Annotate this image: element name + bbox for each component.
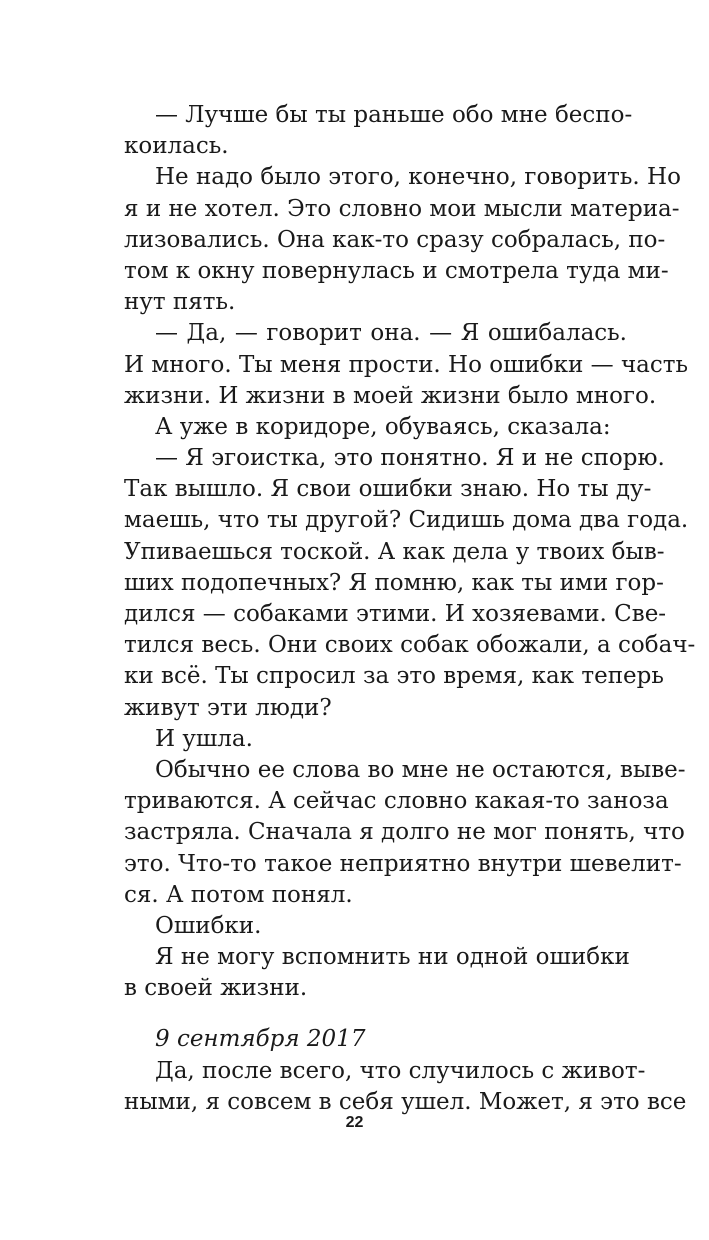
dateline: 9 сентября 2017 <box>155 1026 366 1053</box>
text-line: Упиваешься тоской. А как дела у твоих быв- <box>124 538 665 565</box>
text-line: Так вышло. Я свои ошибки знаю. Но ты ду- <box>124 476 652 503</box>
text-line: я и не хотел. Это словно мои мысли материа- <box>124 195 680 222</box>
body-text <box>124 100 696 1118</box>
text-line: это. Что-то такое неприятно внутри шевелит- <box>124 850 682 877</box>
text-line: И ушла. <box>155 725 253 752</box>
text-line: нут пять. <box>124 289 236 316</box>
text-line: Да, после всего, что случилось с живот- <box>155 1057 646 1084</box>
text-line: — Да, — говорит она. — Я ошибалась. <box>155 320 627 347</box>
text-line: живут эти люди? <box>124 694 332 721</box>
text-line: маешь, что ты другой? Сидишь дома два года. <box>124 507 689 534</box>
text-line: — Лучше бы ты раньше обо мне беспо- <box>155 102 633 128</box>
text-line: ших подопечных? Я помню, как ты ими гор- <box>124 569 664 596</box>
text-line: А уже в коридоре, обуваясь, сказала: <box>155 413 611 440</box>
text-line: ки всё. Ты спросил за это время, как теперь <box>124 663 664 690</box>
text-line: И много. Ты меня прости. Но ошибки — часть <box>124 351 689 378</box>
text-line: застряла. Сначала я долго не мог понять, что <box>124 819 685 846</box>
text-line: Я не могу вспомнить ни одной ошибки <box>155 944 630 971</box>
text-line: том к окну повернулась и смотрела туда ми- <box>124 257 669 284</box>
text-line: коилась. <box>124 133 229 160</box>
text-line: триваются. А сейчас словно какая-то заноза <box>124 788 669 815</box>
text-line: тился весь. Они своих собак обожали, а собач- <box>124 632 696 659</box>
text-line: Обычно ее слова во мне не остаются, выве- <box>155 756 686 783</box>
text-line: Не надо было этого, конечно, говорить. Но <box>155 164 681 191</box>
page-number: 22 <box>345 1114 364 1131</box>
text-line: дился — собаками этими. И хозяевами. Све- <box>124 601 667 627</box>
text-line: лизовались. Она как-то сразу собралась, по- <box>124 226 666 253</box>
text-line: ными, я совсем в себя ушел. Может, я это все <box>124 1088 687 1115</box>
text-line: в своей жизни. <box>124 975 308 1002</box>
text-line: Ошибки. <box>155 912 262 939</box>
text-line: ся. А потом понял. <box>124 881 353 908</box>
text-line: жизни. И жизни в моей жизни было много. <box>124 382 657 409</box>
section-gap <box>124 1004 627 1024</box>
text-line: — Я эгоистка, это понятно. Я и не спорю. <box>155 445 665 472</box>
